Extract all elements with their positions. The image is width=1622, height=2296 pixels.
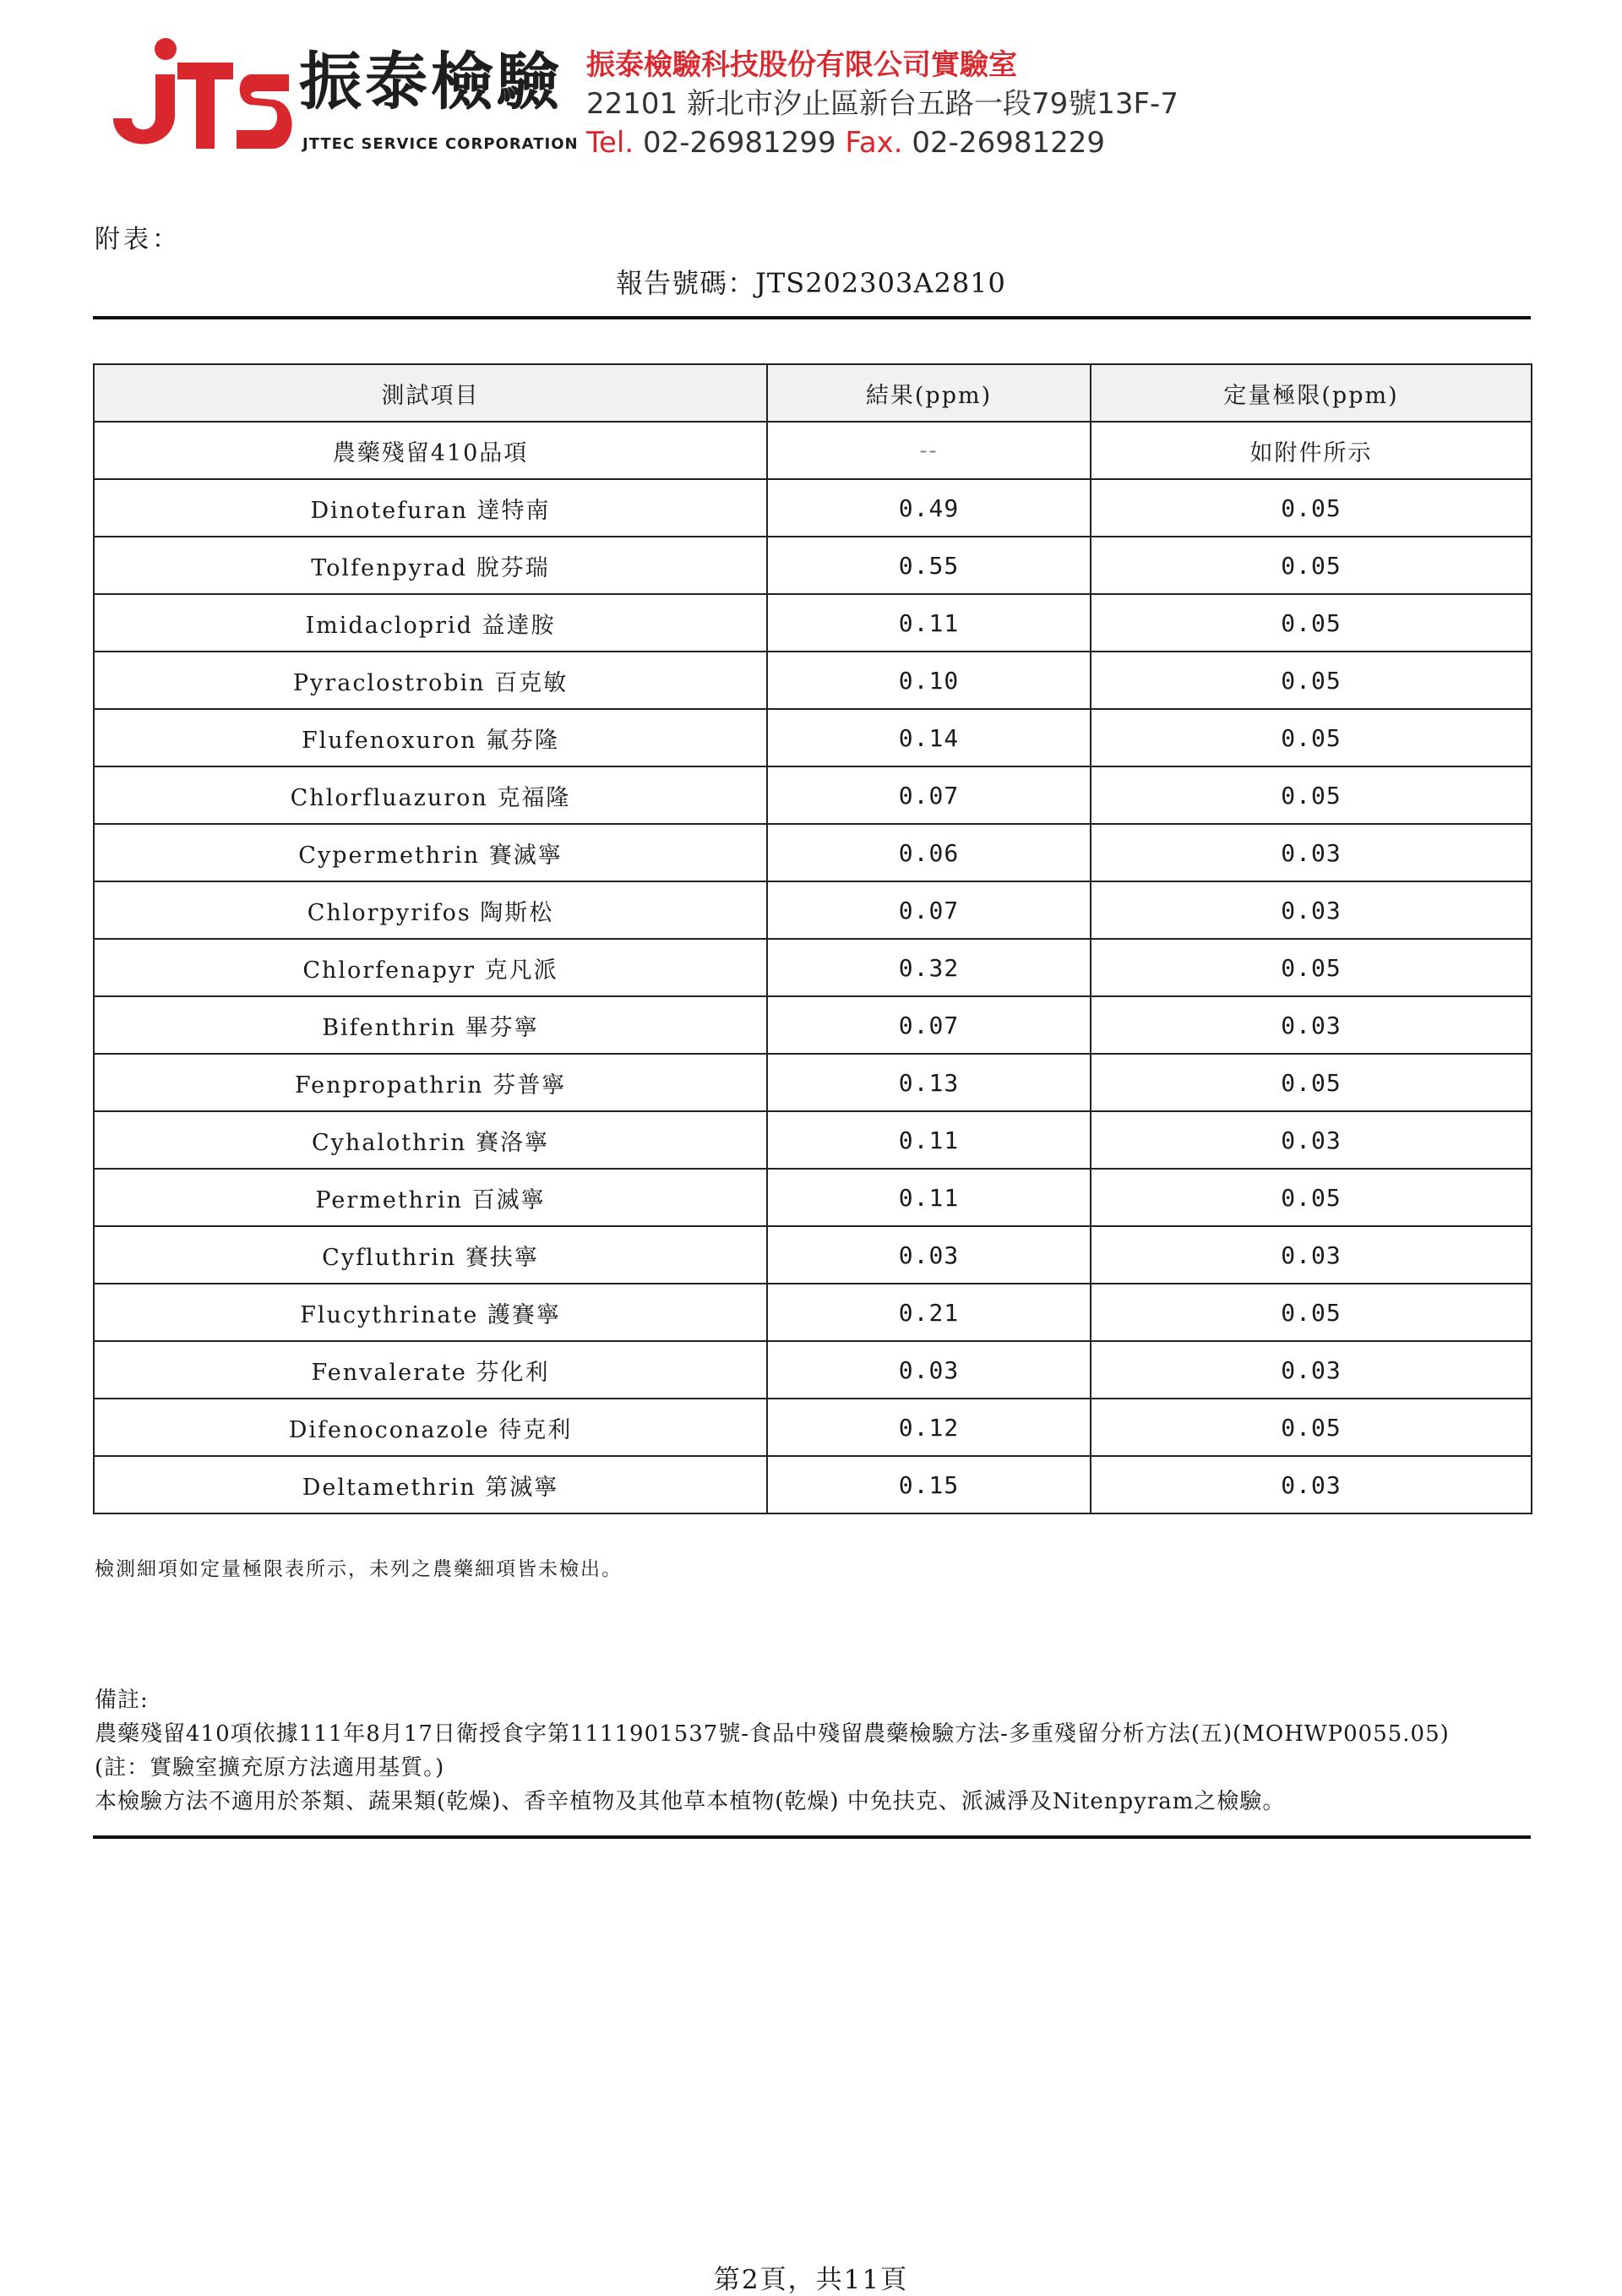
table-header-row bbox=[94, 364, 1532, 422]
tel-label: Tel. bbox=[586, 126, 634, 160]
table-row bbox=[94, 1226, 1532, 1284]
result-cell: 0.06 bbox=[767, 824, 1091, 881]
result-cell: 0.55 bbox=[767, 537, 1091, 594]
company-name: 振泰檢驗科技股份有限公司實驗室 bbox=[586, 48, 1017, 82]
result-cell: 0.03 bbox=[767, 1226, 1091, 1284]
test-item-cell: Fenvalerate 芬化利 bbox=[94, 1341, 767, 1399]
loq-cell: 0.03 bbox=[1091, 881, 1532, 939]
loq-cell: 0.05 bbox=[1091, 766, 1532, 824]
results-table bbox=[93, 363, 1532, 1514]
result-cell: 0.10 bbox=[767, 652, 1091, 709]
result-cell: 0.11 bbox=[767, 1169, 1091, 1226]
loq-cell: 0.03 bbox=[1091, 996, 1532, 1054]
report-number: 報告號碼：JTS202303A2810 bbox=[616, 267, 1006, 299]
jts-logo-icon bbox=[95, 25, 297, 161]
result-cell: 0.11 bbox=[767, 1111, 1091, 1169]
loq-cell: 0.03 bbox=[1091, 1341, 1532, 1399]
result-cell: 0.11 bbox=[767, 594, 1091, 652]
table-row bbox=[94, 422, 1532, 479]
fax-label: Fax. bbox=[845, 126, 903, 160]
result-cell: 0.13 bbox=[767, 1054, 1091, 1111]
table-row bbox=[94, 1456, 1532, 1513]
result-cell: 0.07 bbox=[767, 881, 1091, 939]
table-row bbox=[94, 1399, 1532, 1456]
result-cell: 0.07 bbox=[767, 766, 1091, 824]
loq-cell: 0.05 bbox=[1091, 479, 1532, 537]
loq-cell: 0.03 bbox=[1091, 1111, 1532, 1169]
test-item-cell: Imidacloprid 益達胺 bbox=[94, 594, 767, 652]
result-cell: 0.12 bbox=[767, 1399, 1091, 1456]
logo-chinese-name: 振泰檢驗 bbox=[299, 46, 563, 118]
result-cell: 0.21 bbox=[767, 1284, 1091, 1341]
test-item-cell: Cyfluthrin 賽扶寧 bbox=[94, 1226, 767, 1284]
loq-cell: 0.03 bbox=[1091, 824, 1532, 881]
test-item-cell: Permethrin 百滅寧 bbox=[94, 1169, 767, 1226]
test-item-cell: Dinotefuran 達特南 bbox=[94, 479, 767, 537]
test-item-cell: Bifenthrin 畢芬寧 bbox=[94, 996, 767, 1054]
bottom-divider bbox=[93, 1835, 1531, 1839]
loq-cell: 0.05 bbox=[1091, 1054, 1532, 1111]
table-row bbox=[94, 1169, 1532, 1226]
header-loq: 定量極限(ppm) bbox=[1091, 364, 1532, 422]
table-row bbox=[94, 824, 1532, 881]
result-cell: 0.07 bbox=[767, 996, 1091, 1054]
loq-cell: 0.05 bbox=[1091, 709, 1532, 766]
result-cell: -- bbox=[767, 422, 1091, 479]
test-item-cell: Tolfenpyrad 脫芬瑞 bbox=[94, 537, 767, 594]
remarks-line: (註：實驗室擴充原方法適用基質。) bbox=[95, 1755, 445, 1781]
letterhead bbox=[95, 25, 1531, 161]
appendix-label: 附表： bbox=[95, 225, 181, 254]
table-row bbox=[94, 479, 1532, 537]
test-item-cell: Pyraclostrobin 百克敏 bbox=[94, 652, 767, 709]
table-footnote: 檢測細項如定量極限表所示，未列之農藥細項皆未檢出。 bbox=[95, 1558, 623, 1580]
table-row bbox=[94, 1284, 1532, 1341]
table-row bbox=[94, 652, 1532, 709]
tel-number: 02-26981299 bbox=[642, 126, 836, 160]
remarks bbox=[95, 1683, 1450, 1819]
table-row bbox=[94, 594, 1532, 652]
page-number: 第2頁，共11頁 bbox=[713, 2265, 909, 2295]
loq-cell: 0.05 bbox=[1091, 1284, 1532, 1341]
table-row bbox=[94, 709, 1532, 766]
loq-cell: 0.05 bbox=[1091, 594, 1532, 652]
result-cell: 0.14 bbox=[767, 709, 1091, 766]
test-item-cell: Chlorfenapyr 克凡派 bbox=[94, 939, 767, 996]
loq-cell: 0.03 bbox=[1091, 1226, 1532, 1284]
table-row bbox=[94, 766, 1532, 824]
table-row bbox=[94, 537, 1532, 594]
company-address: 22101 新北市汐止區新台五路一段79號13F-7 bbox=[586, 87, 1178, 121]
loq-cell: 0.03 bbox=[1091, 1456, 1532, 1513]
header-test-item: 測試項目 bbox=[94, 364, 767, 422]
test-item-cell: Deltamethrin 第滅寧 bbox=[94, 1456, 767, 1513]
test-item-cell: Cypermethrin 賽滅寧 bbox=[94, 824, 767, 881]
result-cell: 0.32 bbox=[767, 939, 1091, 996]
table-row bbox=[94, 1341, 1532, 1399]
remarks-line: 本檢驗方法不適用於茶類、蔬果類(乾燥)、香辛植物及其他草本植物(乾燥) 中免扶克、派滅淨及Nitenpyram之檢驗。 bbox=[95, 1789, 1286, 1814]
test-item-cell: Cyhalothrin 賽洛寧 bbox=[94, 1111, 767, 1169]
header-result: 結果(ppm) bbox=[767, 364, 1091, 422]
loq-cell: 0.05 bbox=[1091, 1169, 1532, 1226]
test-item-cell: Flucythrinate 護賽寧 bbox=[94, 1284, 767, 1341]
result-cell: 0.03 bbox=[767, 1341, 1091, 1399]
test-item-cell: Difenoconazole 待克利 bbox=[94, 1399, 767, 1456]
loq-cell: 0.05 bbox=[1091, 652, 1532, 709]
table-row bbox=[94, 1054, 1532, 1111]
test-item-cell: Chlorfluazuron 克福隆 bbox=[94, 766, 767, 824]
company-contact bbox=[586, 126, 1431, 160]
table-row bbox=[94, 996, 1532, 1054]
test-item-cell: Flufenoxuron 氟芬隆 bbox=[94, 709, 767, 766]
loq-cell: 0.05 bbox=[1091, 1399, 1532, 1456]
result-cell: 0.15 bbox=[767, 1456, 1091, 1513]
table-row bbox=[94, 939, 1532, 996]
result-cell: 0.49 bbox=[767, 479, 1091, 537]
test-item-cell: 農藥殘留410品項 bbox=[94, 422, 767, 479]
company-info bbox=[586, 48, 1431, 160]
loq-cell: 0.05 bbox=[1091, 537, 1532, 594]
logo-english-name: JTTEC SERVICE CORPORATION bbox=[302, 135, 579, 153]
table-row bbox=[94, 881, 1532, 939]
remarks-title: 備註: bbox=[95, 1688, 149, 1713]
remarks-line: 農藥殘留410項依據111年8月17日衛授食字第1111901537號-食品中殘留農藥檢驗方法-多重殘留分析方法(五)(MOHWP0055.05) bbox=[95, 1721, 1450, 1747]
top-divider bbox=[93, 316, 1531, 319]
test-item-cell: Chlorpyrifos 陶斯松 bbox=[94, 881, 767, 939]
loq-cell: 如附件所示 bbox=[1091, 422, 1532, 479]
test-item-cell: Fenpropathrin 芬普寧 bbox=[94, 1054, 767, 1111]
loq-cell: 0.05 bbox=[1091, 939, 1532, 996]
table-row bbox=[94, 1111, 1532, 1169]
fax-number: 02-26981229 bbox=[912, 126, 1105, 160]
